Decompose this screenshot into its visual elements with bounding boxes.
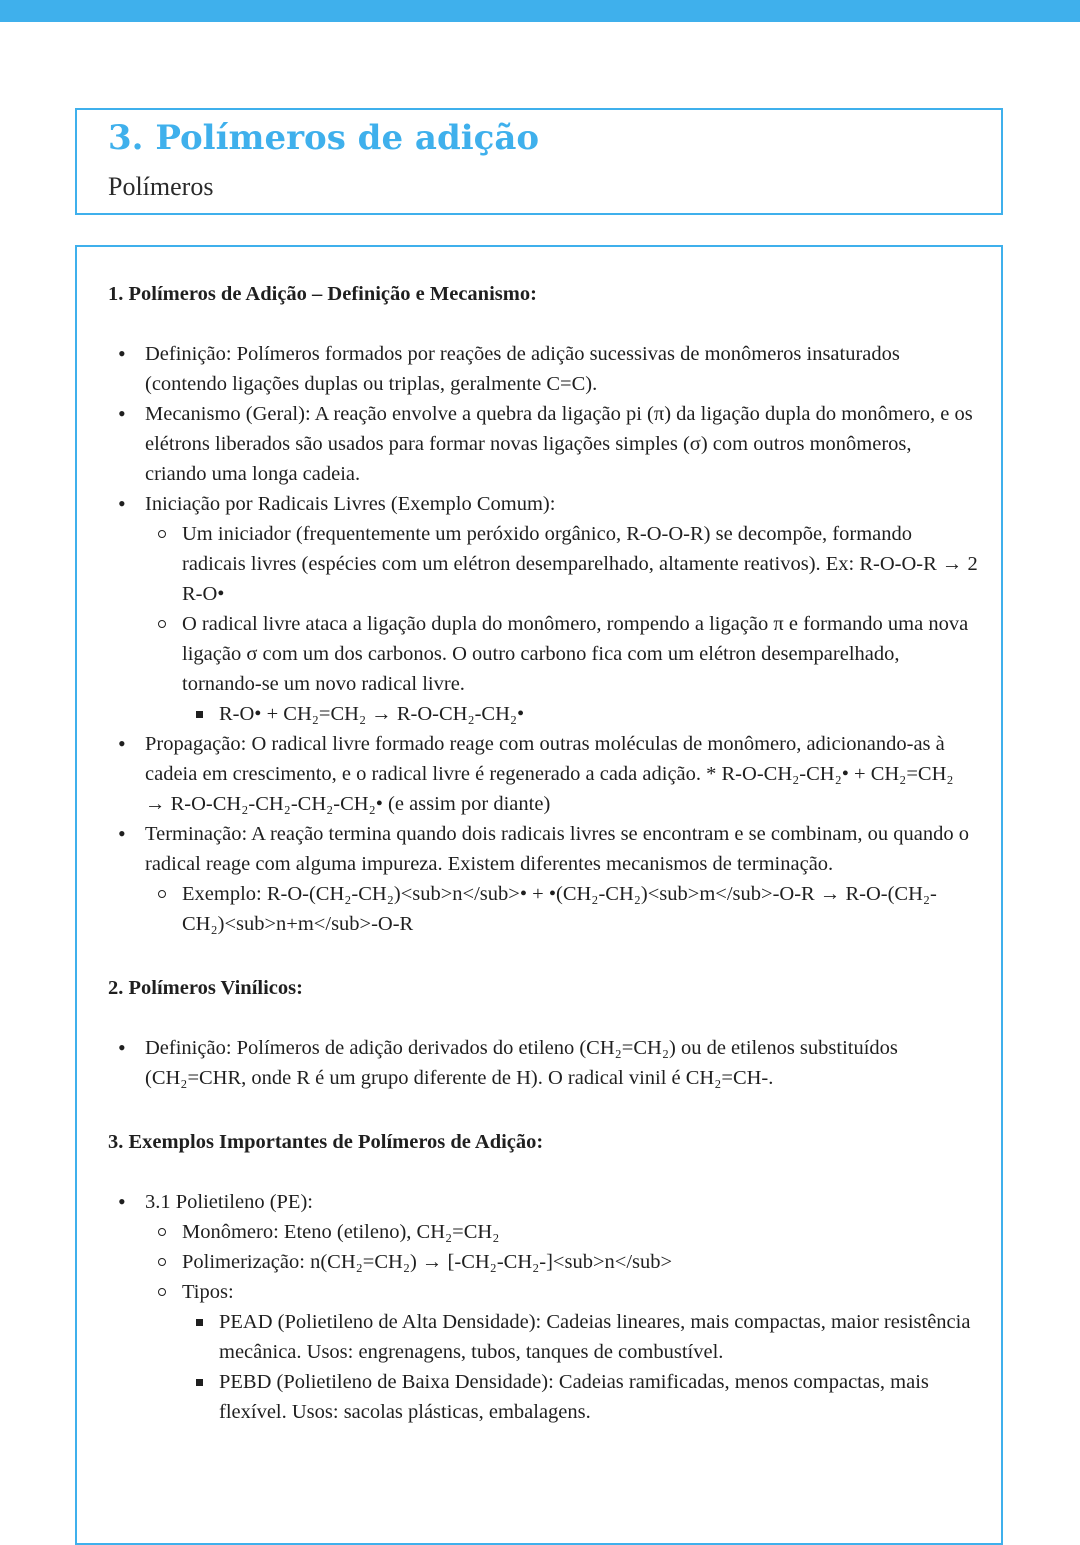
list-item-definicao-vinilicos: • Definição: Polímeros de adição derivados do etileno (CH₂=CH₂) ou de etilenos substituídos (CH₂=CHR, onde R é um grupo diferente de H). O radical vinil é CH₂=CH-. xyxy=(108,1033,978,1093)
page-subtitle: Polímeros xyxy=(108,172,214,201)
list-item-ataque-radical xyxy=(145,609,978,729)
section-heading-exemplos: 3. Exemplos Importantes de Polímeros de Adição: xyxy=(108,1131,544,1153)
list-item-polietileno xyxy=(108,1187,978,1427)
exemplos-list xyxy=(108,1187,978,1427)
list-item-exemplo-terminacao: Exemplo: R-O-(CH₂-CH₂)<sub>n</sub>• + •(CH₂-CH₂)<sub>m</sub>-O-R → R-O-(CH₂-CH₂)<sub>n+m</sub>-O-R xyxy=(145,879,978,939)
equation-iniciacao: R-O• + CH₂=CH₂ → R-O-CH₂-CH₂• xyxy=(182,699,978,729)
section-heading-adicao: 1. Polímeros de Adição – Definição e Mecanismo: xyxy=(108,283,537,305)
polietileno-sublist xyxy=(145,1217,978,1427)
list-item-monomero: Monômero: Eteno (etileno), CH₂=CH₂ xyxy=(145,1217,978,1247)
list-item-iniciador: Um iniciador (frequentemente um peróxido orgânico, R-O-O-R) se decompõe, formando radicais livres (espécies com um elétron desemparelhado, altamente reativos). Ex: R-O-O-R → 2 R-O• xyxy=(145,519,978,609)
list-item-polimerizacao: Polimerização: n(CH₂=CH₂) → [-CH₂-CH₂-]<sub>n</sub> xyxy=(145,1247,978,1277)
list-item-label: Iniciação por Radicais Livres (Exemplo Comum): xyxy=(145,493,556,515)
iniciacao-sublist xyxy=(145,519,978,729)
list-item-label: Terminação: A reação termina quando dois radicais livres se encontram e se combinam, ou quando o radical reage com alguma impureza. Existem diferentes mecanismos de terminação. xyxy=(145,823,969,875)
vinilicos-list xyxy=(108,1033,978,1093)
adicao-list xyxy=(108,339,978,939)
page-title: 3. Polímeros de adição xyxy=(108,118,540,158)
section-heading-vinilicos: 2. Polímeros Vinílicos: xyxy=(108,977,303,999)
list-item-label: 3.1 Polietileno (PE): xyxy=(145,1191,313,1213)
list-item-propagacao: • Propagação: O radical livre formado reage com outras moléculas de monômero, adicionando-as à cadeia em crescimento, e o radical livre é regenerado a cada adição. * R-O-CH₂-CH₂• + CH₂=CH₂ → R-O-CH₂-CH₂-CH₂-CH₂• (e assim por diante) xyxy=(108,729,978,819)
top-accent-bar xyxy=(0,0,1080,22)
list-item-pead: PEAD (Polietileno de Alta Densidade): Cadeias lineares, mais compactas, maior resistência mecânica. Usos: engrenagens, tubos, tanques de combustível. xyxy=(182,1307,978,1367)
list-item-terminacao xyxy=(108,819,978,939)
content-box xyxy=(75,245,1003,1545)
list-item-definicao: • Definição: Polímeros formados por reações de adição sucessivas de monômeros insaturados (contendo ligações duplas ou triplas, geralmente C=C). xyxy=(108,339,978,399)
content-body xyxy=(108,275,978,1427)
list-item-mecanismo: • Mecanismo (Geral): A reação envolve a quebra da ligação pi (π) da ligação dupla do monômero, e os elétrons liberados são usados para formar novas ligações simples (σ) com outros monômeros, criando uma longa cadeia. xyxy=(108,399,978,489)
terminacao-sublist xyxy=(145,879,978,939)
list-item-tipos xyxy=(145,1277,978,1427)
title-box xyxy=(75,108,1003,215)
list-item-pebd: PEBD (Polietileno de Baixa Densidade): Cadeias ramificadas, menos compactas, mais flexível. Usos: sacolas plásticas, embalagens. xyxy=(182,1367,978,1427)
list-item-iniciacao xyxy=(108,489,978,729)
equation-list xyxy=(182,699,978,729)
tipos-list xyxy=(182,1307,978,1427)
list-item-label: Tipos: xyxy=(182,1281,234,1303)
list-item-label: O radical livre ataca a ligação dupla do monômero, rompendo a ligação π e formando uma nova ligação σ com um dos carbonos. O outro carbono fica com um elétron desemparelhado, tornando-se um novo radical livre. xyxy=(182,613,969,695)
